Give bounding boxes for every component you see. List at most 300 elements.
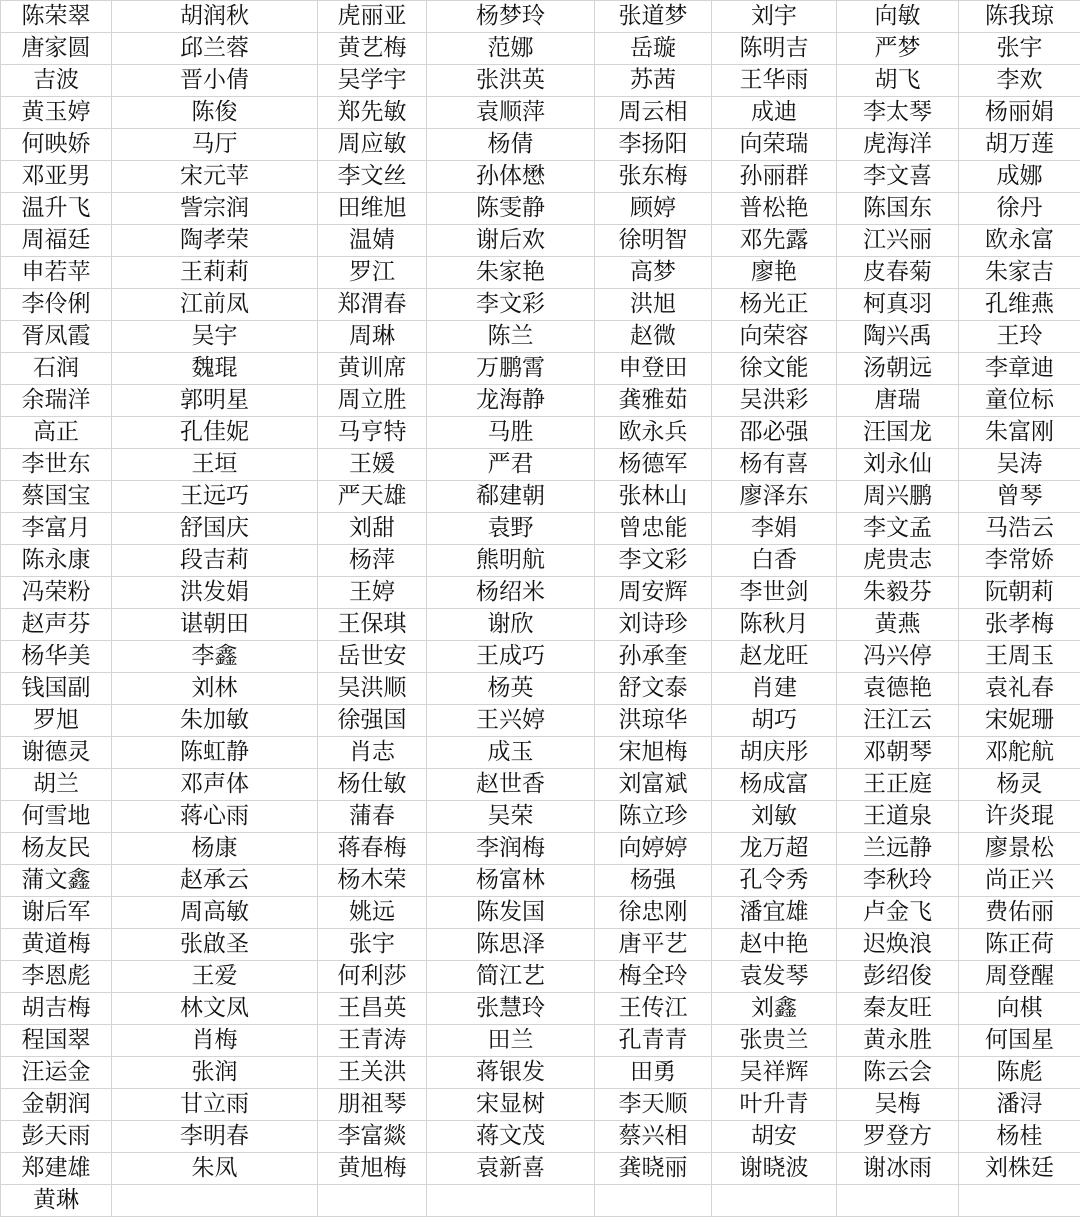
name-cell[interactable]: 田勇 [595,1057,712,1089]
name-cell[interactable]: 张宇 [959,33,1080,65]
name-cell[interactable]: 余瑞洋 [1,385,112,417]
name-cell[interactable]: 杨倩 [427,129,595,161]
name-cell[interactable]: 杨光正 [712,289,837,321]
name-cell[interactable]: 黄旭梅 [318,1153,427,1185]
name-cell[interactable]: 曾忠能 [595,513,712,545]
name-cell[interactable]: 李鑫 [112,641,318,673]
name-cell[interactable]: 刘林 [112,673,318,705]
name-cell[interactable]: 胡安 [712,1121,837,1153]
name-cell[interactable] [837,1185,959,1217]
name-cell[interactable]: 潘浔 [959,1089,1080,1121]
name-cell[interactable]: 刘鑫 [712,993,837,1025]
name-cell[interactable]: 徐明智 [595,225,712,257]
name-cell[interactable]: 李天顺 [595,1089,712,1121]
name-cell[interactable]: 张林山 [595,481,712,513]
name-cell[interactable]: 洪琼华 [595,705,712,737]
name-cell[interactable]: 虎海洋 [837,129,959,161]
name-cell[interactable]: 李文孟 [837,513,959,545]
name-cell[interactable]: 何利莎 [318,961,427,993]
name-cell[interactable]: 唐家圆 [1,33,112,65]
name-cell[interactable]: 汪国龙 [837,417,959,449]
name-cell[interactable]: 周福廷 [1,225,112,257]
name-cell[interactable]: 李扬阳 [595,129,712,161]
name-cell[interactable]: 陈云会 [837,1057,959,1089]
name-cell[interactable]: 谢后军 [1,897,112,929]
name-cell[interactable]: 吴洪彩 [712,385,837,417]
name-cell[interactable]: 赵承云 [112,865,318,897]
name-cell[interactable]: 蒋银发 [427,1057,595,1089]
name-cell[interactable]: 徐文能 [712,353,837,385]
name-cell[interactable]: 马亨特 [318,417,427,449]
name-cell[interactable]: 欧永兵 [595,417,712,449]
name-cell[interactable]: 陈兰 [427,321,595,353]
name-cell[interactable]: 朱凤 [112,1153,318,1185]
name-cell[interactable]: 宋显树 [427,1089,595,1121]
name-cell[interactable]: 李富月 [1,513,112,545]
name-cell[interactable]: 胡兰 [1,769,112,801]
name-cell[interactable]: 杨绍米 [427,577,595,609]
name-cell[interactable]: 郗建朝 [427,481,595,513]
name-cell[interactable]: 陈国东 [837,193,959,225]
name-cell[interactable]: 朱毅芬 [837,577,959,609]
name-cell[interactable]: 蒲文鑫 [1,865,112,897]
name-cell[interactable]: 袁德艳 [837,673,959,705]
name-cell[interactable]: 邓朝琴 [837,737,959,769]
name-cell[interactable]: 徐强国 [318,705,427,737]
name-cell[interactable]: 朱加敏 [112,705,318,737]
name-cell[interactable]: 王保琪 [318,609,427,641]
name-cell[interactable]: 陈明吉 [712,33,837,65]
name-cell[interactable]: 陈立珍 [595,801,712,833]
name-cell[interactable]: 汪江云 [837,705,959,737]
name-cell[interactable]: 胡巧 [712,705,837,737]
name-cell[interactable]: 张宇 [318,929,427,961]
name-cell[interactable]: 程国翠 [1,1025,112,1057]
name-cell[interactable]: 吴学宇 [318,65,427,97]
name-cell[interactable]: 胡万莲 [959,129,1080,161]
name-cell[interactable]: 黄永胜 [837,1025,959,1057]
name-cell[interactable]: 王昌英 [318,993,427,1025]
name-cell[interactable]: 黄道梅 [1,929,112,961]
name-cell[interactable]: 陈永康 [1,545,112,577]
name-cell[interactable]: 李世剑 [712,577,837,609]
name-cell[interactable]: 周应敏 [318,129,427,161]
name-cell[interactable]: 高正 [1,417,112,449]
name-cell[interactable]: 金朝润 [1,1089,112,1121]
name-cell[interactable]: 舒国庆 [112,513,318,545]
name-cell[interactable]: 王莉莉 [112,257,318,289]
name-cell[interactable]: 彭天雨 [1,1121,112,1153]
name-cell[interactable]: 李恩彪 [1,961,112,993]
name-cell[interactable]: 段吉莉 [112,545,318,577]
name-cell[interactable]: 江前凤 [112,289,318,321]
name-cell[interactable]: 孔令秀 [712,865,837,897]
name-cell[interactable]: 范娜 [427,33,595,65]
name-cell[interactable]: 李明春 [112,1121,318,1153]
name-cell[interactable]: 费佑丽 [959,897,1080,929]
name-cell[interactable]: 邓声体 [112,769,318,801]
name-cell[interactable]: 吴祥辉 [712,1057,837,1089]
name-cell[interactable]: 袁顺萍 [427,97,595,129]
name-cell[interactable]: 陈彪 [959,1057,1080,1089]
name-cell[interactable]: 李太琴 [837,97,959,129]
name-cell[interactable]: 张道梦 [595,1,712,33]
name-cell[interactable]: 孙承奎 [595,641,712,673]
name-cell[interactable]: 刘敏 [712,801,837,833]
name-cell[interactable]: 杨桂 [959,1121,1080,1153]
name-cell[interactable]: 李娟 [712,513,837,545]
name-cell[interactable]: 袁发琴 [712,961,837,993]
name-cell[interactable]: 李文彩 [427,289,595,321]
name-cell[interactable]: 杨德军 [595,449,712,481]
name-cell[interactable]: 廖泽东 [712,481,837,513]
name-cell[interactable]: 孔青青 [595,1025,712,1057]
name-cell[interactable]: 吴梅 [837,1089,959,1121]
name-cell[interactable]: 杨丽娟 [959,97,1080,129]
name-cell[interactable]: 谢欣 [427,609,595,641]
name-cell[interactable]: 许炎琨 [959,801,1080,833]
name-cell[interactable] [318,1185,427,1217]
name-cell[interactable]: 王远巧 [112,481,318,513]
name-cell[interactable]: 皮春菊 [837,257,959,289]
name-cell[interactable]: 苏茜 [595,65,712,97]
name-cell[interactable]: 朱家艳 [427,257,595,289]
name-cell[interactable]: 严梦 [837,33,959,65]
name-cell[interactable]: 李伶俐 [1,289,112,321]
name-cell[interactable]: 宋旭梅 [595,737,712,769]
name-cell[interactable]: 谌朝田 [112,609,318,641]
name-cell[interactable]: 李秋玲 [837,865,959,897]
name-cell[interactable]: 杨华美 [1,641,112,673]
name-cell[interactable]: 何映娇 [1,129,112,161]
name-cell[interactable]: 刘永仙 [837,449,959,481]
name-cell[interactable]: 秦友旺 [837,993,959,1025]
name-cell[interactable]: 肖志 [318,737,427,769]
name-cell[interactable]: 向敏 [837,1,959,33]
name-cell[interactable]: 黄玉婷 [1,97,112,129]
name-cell[interactable]: 黄艺梅 [318,33,427,65]
name-cell[interactable]: 严君 [427,449,595,481]
name-cell[interactable] [959,1185,1080,1217]
name-cell[interactable]: 欧永富 [959,225,1080,257]
name-cell[interactable]: 刘甜 [318,513,427,545]
name-cell[interactable]: 陈发国 [427,897,595,929]
name-cell[interactable]: 顾婷 [595,193,712,225]
name-cell[interactable]: 吴荣 [427,801,595,833]
name-cell[interactable]: 田兰 [427,1025,595,1057]
name-cell[interactable]: 李世东 [1,449,112,481]
name-cell[interactable]: 曾琴 [959,481,1080,513]
name-cell[interactable]: 周登醒 [959,961,1080,993]
name-cell[interactable] [712,1185,837,1217]
name-cell[interactable]: 蒋心雨 [112,801,318,833]
name-cell[interactable]: 刘宇 [712,1,837,33]
name-cell[interactable]: 彭绍俊 [837,961,959,993]
name-cell[interactable]: 迟焕浪 [837,929,959,961]
name-cell[interactable]: 龚雅茹 [595,385,712,417]
name-cell[interactable]: 成迪 [712,97,837,129]
name-cell[interactable]: 马胜 [427,417,595,449]
name-cell[interactable]: 万鹏霄 [427,353,595,385]
name-cell[interactable]: 尚正兴 [959,865,1080,897]
name-cell[interactable]: 申若苹 [1,257,112,289]
name-cell[interactable]: 成娜 [959,161,1080,193]
name-cell[interactable]: 张洪英 [427,65,595,97]
name-cell[interactable]: 陈荣翠 [1,1,112,33]
name-cell[interactable]: 江兴丽 [837,225,959,257]
name-cell[interactable]: 郑渭春 [318,289,427,321]
name-cell[interactable]: 白香 [712,545,837,577]
name-cell[interactable]: 姚远 [318,897,427,929]
name-cell[interactable]: 王正庭 [837,769,959,801]
name-cell[interactable]: 王爱 [112,961,318,993]
name-cell[interactable]: 朱家吉 [959,257,1080,289]
name-cell[interactable]: 何国星 [959,1025,1080,1057]
name-cell[interactable]: 陈秋月 [712,609,837,641]
name-cell[interactable]: 舒文泰 [595,673,712,705]
name-cell[interactable]: 蔡兴相 [595,1121,712,1153]
name-cell[interactable]: 龚晓丽 [595,1153,712,1185]
name-cell[interactable]: 袁野 [427,513,595,545]
name-cell[interactable]: 谢德灵 [1,737,112,769]
name-cell[interactable]: 杨萍 [318,545,427,577]
name-cell[interactable]: 岳世安 [318,641,427,673]
name-cell[interactable]: 向荣容 [712,321,837,353]
name-cell[interactable]: 严天雄 [318,481,427,513]
name-cell[interactable]: 熊明航 [427,545,595,577]
name-cell[interactable]: 朱富刚 [959,417,1080,449]
name-cell[interactable]: 袁新喜 [427,1153,595,1185]
name-cell[interactable]: 申登田 [595,353,712,385]
name-cell[interactable]: 李常娇 [959,545,1080,577]
name-cell[interactable]: 张啟圣 [112,929,318,961]
name-cell[interactable]: 胥凤霞 [1,321,112,353]
name-cell[interactable]: 李文丝 [318,161,427,193]
name-cell[interactable]: 廖景松 [959,833,1080,865]
name-cell[interactable]: 简江艺 [427,961,595,993]
name-cell[interactable]: 陈思泽 [427,929,595,961]
name-cell[interactable]: 张东梅 [595,161,712,193]
name-cell[interactable]: 石润 [1,353,112,385]
name-cell[interactable]: 王青涛 [318,1025,427,1057]
name-cell[interactable]: 宋元苹 [112,161,318,193]
name-cell[interactable]: 邱兰蓉 [112,33,318,65]
name-cell[interactable]: 胡润秋 [112,1,318,33]
name-cell[interactable]: 郑建雄 [1,1153,112,1185]
name-cell[interactable]: 何雪地 [1,801,112,833]
name-cell[interactable]: 吉波 [1,65,112,97]
name-cell[interactable]: 陈雯静 [427,193,595,225]
name-cell[interactable]: 张孝梅 [959,609,1080,641]
name-cell[interactable]: 王垣 [112,449,318,481]
name-cell[interactable]: 童位标 [959,385,1080,417]
name-cell[interactable]: 孙体懋 [427,161,595,193]
name-cell[interactable]: 杨康 [112,833,318,865]
name-cell[interactable]: 梅全玲 [595,961,712,993]
name-cell[interactable]: 普松艳 [712,193,837,225]
name-cell[interactable]: 黄燕 [837,609,959,641]
name-cell[interactable]: 周琳 [318,321,427,353]
name-cell[interactable]: 杨英 [427,673,595,705]
name-cell[interactable]: 訾宗润 [112,193,318,225]
name-cell[interactable]: 叶升青 [712,1089,837,1121]
name-cell[interactable]: 蒲春 [318,801,427,833]
name-cell[interactable]: 甘立雨 [112,1089,318,1121]
name-cell[interactable]: 汪运金 [1,1057,112,1089]
name-cell[interactable]: 谢晓波 [712,1153,837,1185]
name-cell[interactable]: 廖艳 [712,257,837,289]
name-cell[interactable]: 邓先露 [712,225,837,257]
name-cell[interactable]: 田维旭 [318,193,427,225]
name-cell[interactable]: 龙万超 [712,833,837,865]
name-cell[interactable]: 李章迪 [959,353,1080,385]
name-cell[interactable]: 龙海静 [427,385,595,417]
name-cell[interactable]: 成玉 [427,737,595,769]
name-cell[interactable]: 冯兴停 [837,641,959,673]
name-cell[interactable]: 蒋文茂 [427,1121,595,1153]
name-cell[interactable]: 邓亚男 [1,161,112,193]
name-cell[interactable]: 温婧 [318,225,427,257]
name-cell[interactable]: 杨灵 [959,769,1080,801]
name-cell[interactable]: 阮朝莉 [959,577,1080,609]
name-cell[interactable]: 胡飞 [837,65,959,97]
name-cell[interactable]: 胡吉梅 [1,993,112,1025]
name-cell[interactable]: 胡庆彤 [712,737,837,769]
name-cell[interactable]: 徐丹 [959,193,1080,225]
name-cell[interactable]: 肖梅 [112,1025,318,1057]
name-cell[interactable]: 邓舵航 [959,737,1080,769]
name-cell[interactable]: 杨强 [595,865,712,897]
name-cell[interactable]: 郑先敏 [318,97,427,129]
name-cell[interactable]: 王周玉 [959,641,1080,673]
name-cell[interactable]: 向婷婷 [595,833,712,865]
name-cell[interactable] [595,1185,712,1217]
name-cell[interactable]: 袁礼春 [959,673,1080,705]
name-cell[interactable]: 朋祖琴 [318,1089,427,1121]
name-cell[interactable]: 肖建 [712,673,837,705]
name-cell[interactable]: 邵必强 [712,417,837,449]
name-cell[interactable]: 周安辉 [595,577,712,609]
name-cell[interactable]: 汤朝远 [837,353,959,385]
name-cell[interactable]: 杨有喜 [712,449,837,481]
name-cell[interactable]: 谢冰雨 [837,1153,959,1185]
name-cell[interactable]: 王玲 [959,321,1080,353]
name-cell[interactable]: 向荣瑞 [712,129,837,161]
name-cell[interactable]: 赵中艳 [712,929,837,961]
name-cell[interactable]: 潘宜雄 [712,897,837,929]
name-cell[interactable] [427,1185,595,1217]
name-cell[interactable] [112,1185,318,1217]
name-cell[interactable]: 陶孝荣 [112,225,318,257]
name-cell[interactable]: 晋小倩 [112,65,318,97]
name-cell[interactable]: 孔维燕 [959,289,1080,321]
name-cell[interactable]: 王道泉 [837,801,959,833]
name-cell[interactable]: 周兴鹏 [837,481,959,513]
name-cell[interactable]: 王媛 [318,449,427,481]
name-cell[interactable]: 罗江 [318,257,427,289]
name-cell[interactable]: 温升飞 [1,193,112,225]
name-cell[interactable]: 黄训席 [318,353,427,385]
name-cell[interactable]: 张慧玲 [427,993,595,1025]
name-cell[interactable]: 王兴婷 [427,705,595,737]
name-cell[interactable]: 王传江 [595,993,712,1025]
name-cell[interactable]: 兰远静 [837,833,959,865]
name-cell[interactable]: 柯真羽 [837,289,959,321]
name-cell[interactable]: 杨梦玲 [427,1,595,33]
name-cell[interactable]: 孔佳妮 [112,417,318,449]
name-cell[interactable]: 陈俊 [112,97,318,129]
name-cell[interactable]: 杨成富 [712,769,837,801]
name-cell[interactable]: 王关洪 [318,1057,427,1089]
name-cell[interactable]: 张润 [112,1057,318,1089]
name-cell[interactable]: 李文彩 [595,545,712,577]
name-cell[interactable]: 蒋春梅 [318,833,427,865]
name-cell[interactable]: 杨木荣 [318,865,427,897]
name-cell[interactable]: 周云相 [595,97,712,129]
name-cell[interactable]: 杨友民 [1,833,112,865]
name-cell[interactable]: 周立胜 [318,385,427,417]
name-cell[interactable]: 冯荣粉 [1,577,112,609]
name-cell[interactable]: 陶兴禹 [837,321,959,353]
name-cell[interactable]: 黄琳 [1,1185,112,1217]
name-cell[interactable]: 罗旭 [1,705,112,737]
name-cell[interactable]: 徐忠刚 [595,897,712,929]
name-cell[interactable]: 杨富林 [427,865,595,897]
name-cell[interactable]: 林文凤 [112,993,318,1025]
name-cell[interactable]: 赵声芬 [1,609,112,641]
name-cell[interactable]: 王婷 [318,577,427,609]
name-cell[interactable]: 赵龙旺 [712,641,837,673]
name-cell[interactable]: 张贵兰 [712,1025,837,1057]
name-cell[interactable]: 杨仕敏 [318,769,427,801]
name-cell[interactable]: 李润梅 [427,833,595,865]
name-cell[interactable]: 虎丽亚 [318,1,427,33]
name-cell[interactable]: 岳璇 [595,33,712,65]
name-cell[interactable]: 赵微 [595,321,712,353]
name-cell[interactable]: 吴洪顺 [318,673,427,705]
name-cell[interactable]: 王华雨 [712,65,837,97]
name-cell[interactable]: 孙丽群 [712,161,837,193]
name-cell[interactable]: 李富燚 [318,1121,427,1153]
name-cell[interactable]: 虎贵志 [837,545,959,577]
name-cell[interactable]: 陈虹静 [112,737,318,769]
name-cell[interactable]: 马浩云 [959,513,1080,545]
name-cell[interactable]: 李欢 [959,65,1080,97]
name-cell[interactable]: 刘株廷 [959,1153,1080,1185]
name-cell[interactable]: 蔡国宝 [1,481,112,513]
name-cell[interactable]: 刘富斌 [595,769,712,801]
name-cell[interactable]: 洪发娟 [112,577,318,609]
name-cell[interactable]: 唐瑞 [837,385,959,417]
name-cell[interactable]: 卢金飞 [837,897,959,929]
name-cell[interactable]: 李文喜 [837,161,959,193]
name-cell[interactable]: 吴涛 [959,449,1080,481]
name-cell[interactable]: 罗登方 [837,1121,959,1153]
name-cell[interactable]: 谢后欢 [427,225,595,257]
name-cell[interactable]: 刘诗珍 [595,609,712,641]
name-cell[interactable]: 洪旭 [595,289,712,321]
name-cell[interactable]: 魏琨 [112,353,318,385]
name-cell[interactable]: 周高敏 [112,897,318,929]
name-cell[interactable]: 宋妮珊 [959,705,1080,737]
name-cell[interactable]: 王成巧 [427,641,595,673]
name-cell[interactable]: 陈我琼 [959,1,1080,33]
name-cell[interactable]: 郭明星 [112,385,318,417]
name-cell[interactable]: 赵世香 [427,769,595,801]
name-cell[interactable]: 钱国副 [1,673,112,705]
name-cell[interactable]: 向棋 [959,993,1080,1025]
name-cell[interactable]: 唐平艺 [595,929,712,961]
